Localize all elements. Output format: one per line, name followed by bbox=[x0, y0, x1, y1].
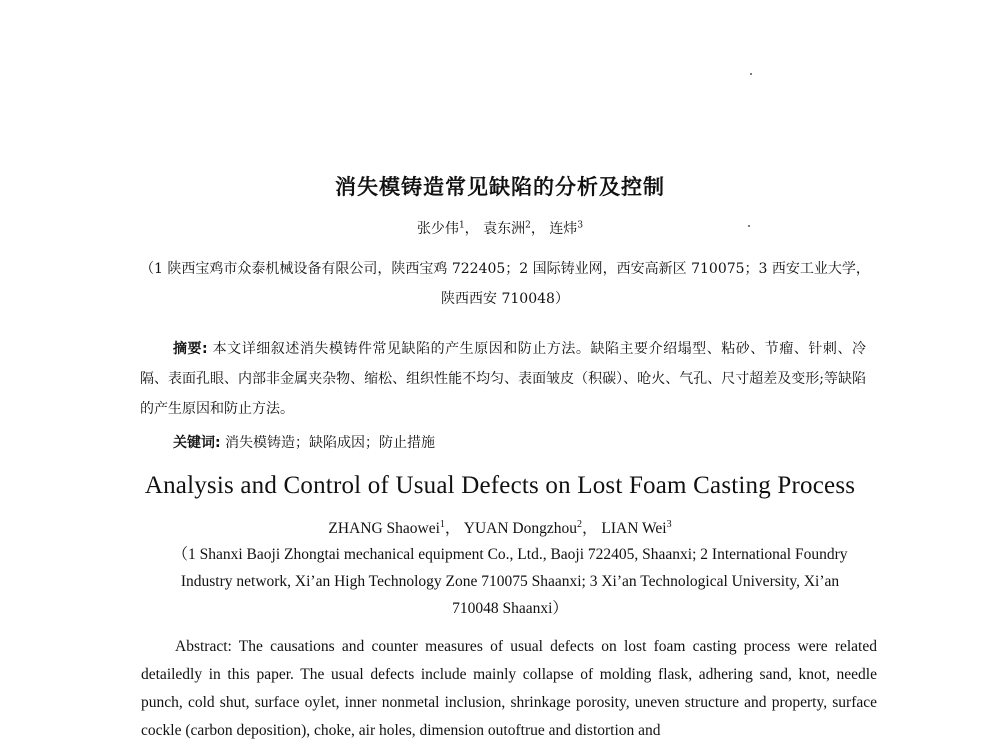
chinese-title: 消失模铸造常见缺陷的分析及控制 bbox=[335, 175, 665, 199]
english-title: Analysis and Control of Usual Defects on Lost Foam Casting Process bbox=[144, 472, 856, 499]
chinese-abstract-text: 本文详细叙述消失模铸件常见缺陷的产生原因和防止方法。缺陷主要介绍塌型、粘砂、节瘤、针刺、冷隔、表面孔眼、内部非金属夹杂物、缩松、组织性能不均匀、表面皱皮（积碳）、呛火、气孔、尺寸超差及变形;等缺陷的产生原因和防止方法。 bbox=[140, 341, 866, 417]
author-separator: ， bbox=[581, 520, 598, 537]
author-separator: ， bbox=[464, 221, 479, 237]
english-authors bbox=[0, 516, 1000, 538]
author-affil-mark: 2 bbox=[525, 220, 531, 231]
author-affil-mark: 1 bbox=[458, 220, 465, 231]
chinese-abstract bbox=[140, 334, 866, 424]
author-separator: ， bbox=[530, 221, 545, 237]
author-name: 袁东洲 bbox=[483, 221, 526, 237]
author-name: LIAN Wei bbox=[601, 520, 667, 537]
author-name: ZHANG Shaowei bbox=[328, 520, 440, 537]
author-affil-mark: 3 bbox=[577, 220, 584, 231]
author-affil-mark: 1 bbox=[439, 518, 445, 530]
english-affiliations: （1 Shanxi Baoji Zhongtai mechanical equipment Co., Ltd., Baoji 722405, Shaanxi; 2 International Foundry Industry network, Xi’an High Technology Zone 710075 Shaanxi; 3 Xi’an Technological University, Xi’an 710048 Shaanxi） bbox=[172, 546, 848, 617]
english-abstract-text: The causations and counter measures of usual defects on lost foam casting process were related detailedly in this paper. The usual defects include mainly collapse of molding flask, adhering sand, knot, needle punch, cold shut, surface oylet, inner nonmetal inclusion, shrinkage porosity, uneven structure and property, surface cockle (carbon deposition), choke, air holes, dimension outoftrue and distortion and bbox=[141, 638, 877, 739]
author-name: 连炜 bbox=[549, 221, 578, 237]
author-separator: ， bbox=[444, 520, 461, 537]
author-name: YUAN Dongzhou bbox=[463, 520, 577, 537]
english-abstract bbox=[141, 633, 877, 745]
scan-speck bbox=[750, 73, 752, 75]
chinese-authors bbox=[0, 218, 1000, 238]
chinese-keywords-label: 关键词: bbox=[173, 435, 221, 451]
chinese-abstract-label: 摘要: bbox=[173, 341, 208, 357]
chinese-affiliations: （1 陕西宝鸡市众泰机械设备有限公司，陕西宝鸡 722405；2 国际铸业网，西安高新区 710075；3 西安工业大学，陕西西安 710048） bbox=[140, 261, 870, 307]
chinese-keywords bbox=[173, 432, 435, 452]
author-affil-mark: 2 bbox=[576, 518, 582, 530]
chinese-keywords-text: 消失模铸造；缺陷成因；防止措施 bbox=[220, 435, 436, 451]
author-affil-mark: 3 bbox=[666, 518, 672, 530]
author-name: 张少伟 bbox=[416, 221, 459, 237]
english-abstract-label: Abstract: bbox=[175, 638, 232, 655]
